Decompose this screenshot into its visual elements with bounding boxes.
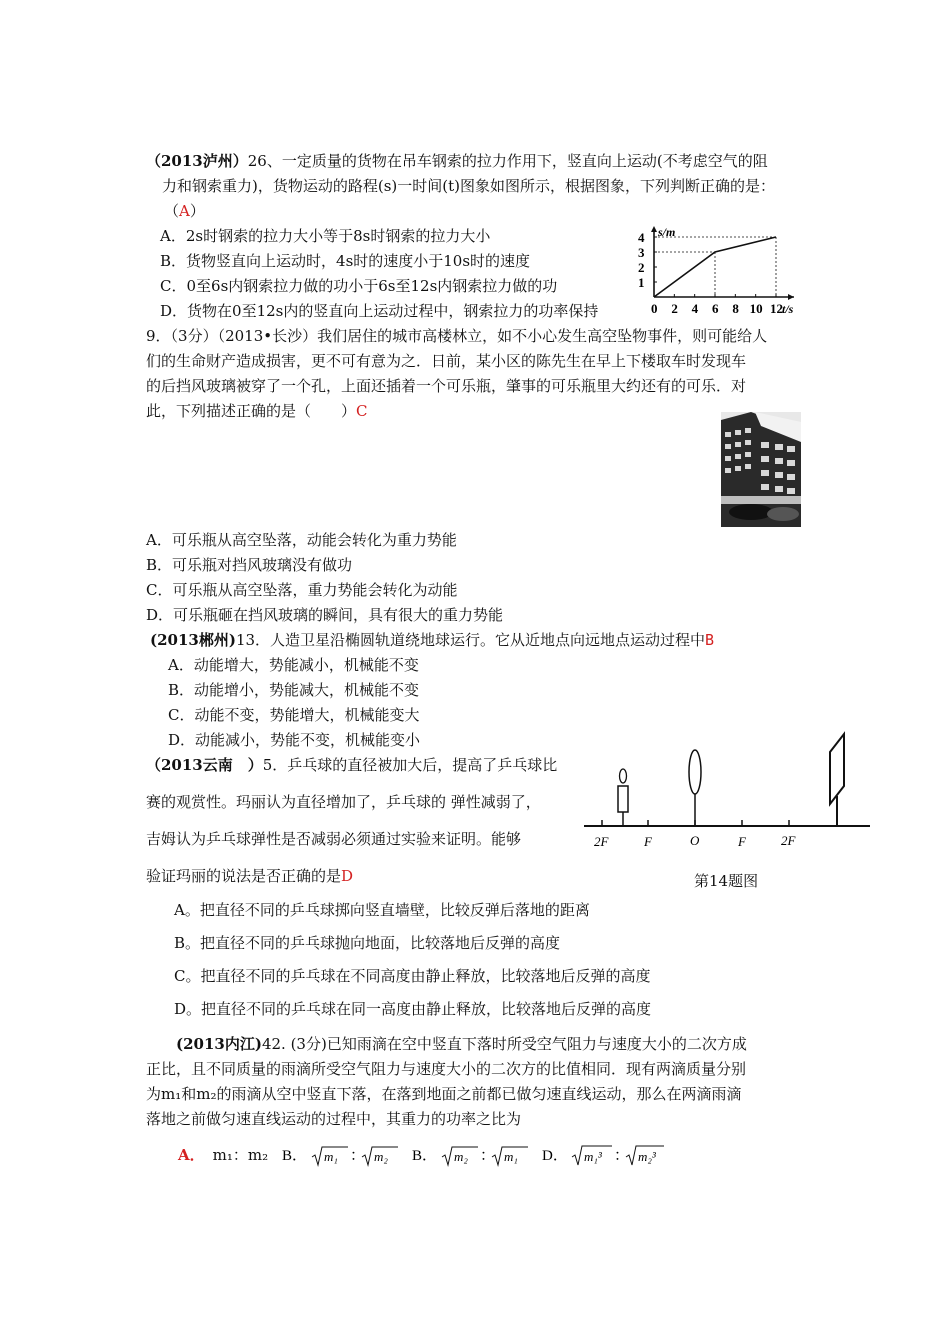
q5-option-d: D。把直径不同的乒乓球在同一高度由静止释放，比较落地后反弹的高度 xyxy=(174,1000,652,1018)
radicand-m1: m₁ xyxy=(504,1149,518,1164)
y-axis-arrow xyxy=(651,226,657,232)
q9-option-c: C．可乐瓶从高空坠落，重力势能会转化为动能 xyxy=(146,581,458,599)
q26-option-d: D．货物在0至12s内的竖直向上运动过程中，钢索拉力的功率保持 xyxy=(160,302,599,320)
label-f-left: F xyxy=(644,834,652,849)
q42-stem-1: 42. (3分)已知雨滴在空中竖直下落时所受空气阻力与速度大小的二次方成 xyxy=(261,1035,747,1053)
figure-caption: 第14题图 xyxy=(694,872,759,890)
q42-line2: 正比，且不同质量的雨滴所受空气阻力与速度大小的二次方的比值相同．现有两滴质量分别 xyxy=(146,1060,747,1078)
q9-line3: 的后挡风玻璃被穿了一个孔，上面还插着一个可乐瓶，肇事的可乐瓶里大约还有的可乐．对 xyxy=(146,377,747,395)
q5-line3: 吉姆认为乒乓球弹性是否减弱必须通过实验来证明。能够 xyxy=(146,830,522,848)
radicand-m2: m₂ xyxy=(374,1149,388,1164)
candle-icon xyxy=(618,769,628,826)
q5-source: （2013云南 ） xyxy=(146,756,263,774)
q5-answer: D xyxy=(341,867,354,885)
q13-option-a: A．动能增大，势能减小，机械能不变 xyxy=(168,656,419,674)
ratio-sep: ： xyxy=(614,1148,630,1164)
q26-answer-line xyxy=(164,201,205,221)
x-tick-label: 0 xyxy=(651,301,658,316)
x-tick-label: 8 xyxy=(732,301,739,316)
q9-stem-4: 此，下列描述正确的是（ ） xyxy=(146,402,357,420)
radicand-m1-cubed: m₁³ xyxy=(584,1149,602,1164)
q42-line4: 落地之前做匀速直线运动的过程中，其重力的功率之比为 xyxy=(146,1110,522,1128)
q5-line2: 赛的观赏性。玛丽认为直径增加了，乒乓球的 弹性减弱了， xyxy=(146,793,541,811)
q5-option-a: A。把直径不同的乒乓球掷向竖直墙壁，比较反弹后落地的距离 xyxy=(174,901,590,919)
q5-stem-4: 验证玛丽的说法是否正确的是 xyxy=(146,867,342,885)
q13-stem-text: 13．人造卫星沿椭圆轨道绕地球运行。它从近地点向远地点运动过程中 xyxy=(235,631,706,649)
lens-diagram xyxy=(582,730,874,854)
q26-stem-1: 26、一定质量的货物在吊车钢索的拉力作用下，竖直向上运动(不考虑空气的阻 xyxy=(247,152,768,170)
y-axis-label: s/m xyxy=(658,225,676,239)
q9-answer: C xyxy=(356,402,368,420)
q13-option-c: C．动能不变，势能增大，机械能变大 xyxy=(168,706,420,724)
q42-line3: 为m₁和m₂的雨滴从空中竖直下落，在落到地面之前都已做匀速直线运动，那么在两滴雨滴 xyxy=(146,1085,742,1103)
q42-d-label: D． xyxy=(542,1148,568,1164)
q26-option-b: B．货物竖直向上运动时，4s时的速度小于10s时的速度 xyxy=(160,252,531,270)
x-tick-label: 12 xyxy=(770,301,783,316)
q5-option-b: B。把直径不同的乒乓球抛向地面，比较落地后反弹的高度 xyxy=(174,934,561,952)
label-f-right: F xyxy=(738,834,746,849)
x-tick-label: 10 xyxy=(749,301,763,316)
q9-option-d: D．可乐瓶砸在挡风玻璃的瞬间，具有很大的重力势能 xyxy=(146,606,504,624)
paren-close: ） xyxy=(189,202,205,220)
label-2f-left: 2F xyxy=(594,834,609,849)
q26-line2: 力和钢索重力)，货物运动的路程(s)一时间(t)图象如图所示，根据图象，下列判断正确的是： xyxy=(162,177,775,195)
y-tick-label: 4 xyxy=(638,230,645,245)
building-photo xyxy=(721,412,801,527)
x-tick-label: 6 xyxy=(712,301,719,316)
q13-stem xyxy=(150,630,714,650)
q42-b1-label: B． xyxy=(282,1148,308,1164)
q13-option-b: B．动能增小，势能减大，机械能不变 xyxy=(168,681,420,699)
x-tick-label: 4 xyxy=(691,301,699,316)
q13-option-d: D．动能减小，势能不变，机械能变小 xyxy=(168,731,421,749)
q42-option-b1 xyxy=(282,1140,402,1172)
y-tick-label: 2 xyxy=(638,260,645,275)
q9-line2: 们的生命财产造成损害，更不可有意为之．日前，某小区的陈先生在早上下楼取车时发现车 xyxy=(146,352,747,370)
q9-line4 xyxy=(146,401,368,421)
q9-option-b: B．可乐瓶对挡风玻璃没有做功 xyxy=(146,556,353,574)
q26-line1 xyxy=(146,151,768,171)
q9-option-a: A．可乐瓶从高空坠落，动能会转化为重力势能 xyxy=(146,531,457,549)
ratio-sep: ： xyxy=(480,1148,496,1164)
q13-answer: B xyxy=(705,631,715,649)
x-tick-label: 2 xyxy=(671,301,678,316)
q42-source: (2013内江) xyxy=(176,1035,262,1053)
q9-line1: 9．（3分）（2013•长沙）我们居住的城市高楼林立，如不小心发生高空坠物事件，则可能给人 xyxy=(146,327,768,345)
q26-option-c: C．0至6s内钢索拉力做的功小于6s至12s内钢索拉力做的功 xyxy=(160,277,558,295)
paren-open: （ xyxy=(164,202,180,220)
x-axis-arrow xyxy=(788,294,794,300)
label-o: O xyxy=(690,833,700,848)
y-tick-label: 1 xyxy=(638,275,645,290)
q5-line1 xyxy=(146,755,557,775)
q5-line4 xyxy=(146,866,353,886)
st-chart xyxy=(636,222,806,322)
label-2f-right: 2F xyxy=(781,833,796,848)
q42-option-b2 xyxy=(412,1140,532,1172)
radicand-m2: m₂ xyxy=(454,1149,468,1164)
q42-a-text: m₁：m₂ xyxy=(212,1146,269,1164)
q13-source: (2013郴州) xyxy=(150,631,236,649)
convex-lens-icon xyxy=(689,750,701,826)
radicand-m2-cubed: m₂³ xyxy=(638,1149,656,1164)
q42-line1 xyxy=(176,1034,747,1054)
q5-option-c: C。把直径不同的乒乓球在不同高度由静止释放，比较落地后反弹的高度 xyxy=(174,967,651,985)
q5-stem-1: 5．乒乓球的直径被加大后，提高了乒乓球比 xyxy=(262,756,558,774)
q42-b2-label: B． xyxy=(412,1148,438,1164)
ratio-sep: ： xyxy=(350,1148,366,1164)
q26-source: （2013泸州） xyxy=(146,152,248,170)
q42-option-a xyxy=(178,1145,268,1165)
radicand-m1: m₁ xyxy=(324,1149,338,1164)
y-tick-label: 3 xyxy=(638,245,645,260)
q42-answer: A． xyxy=(178,1146,205,1164)
q42-option-d xyxy=(542,1140,666,1172)
q26-option-a: A．2s时钢索的拉力大小等于8s时钢索的拉力大小 xyxy=(160,227,491,245)
screen-icon xyxy=(830,734,844,826)
x-axis-label: t/s xyxy=(782,302,794,316)
q26-answer: A xyxy=(179,202,190,220)
